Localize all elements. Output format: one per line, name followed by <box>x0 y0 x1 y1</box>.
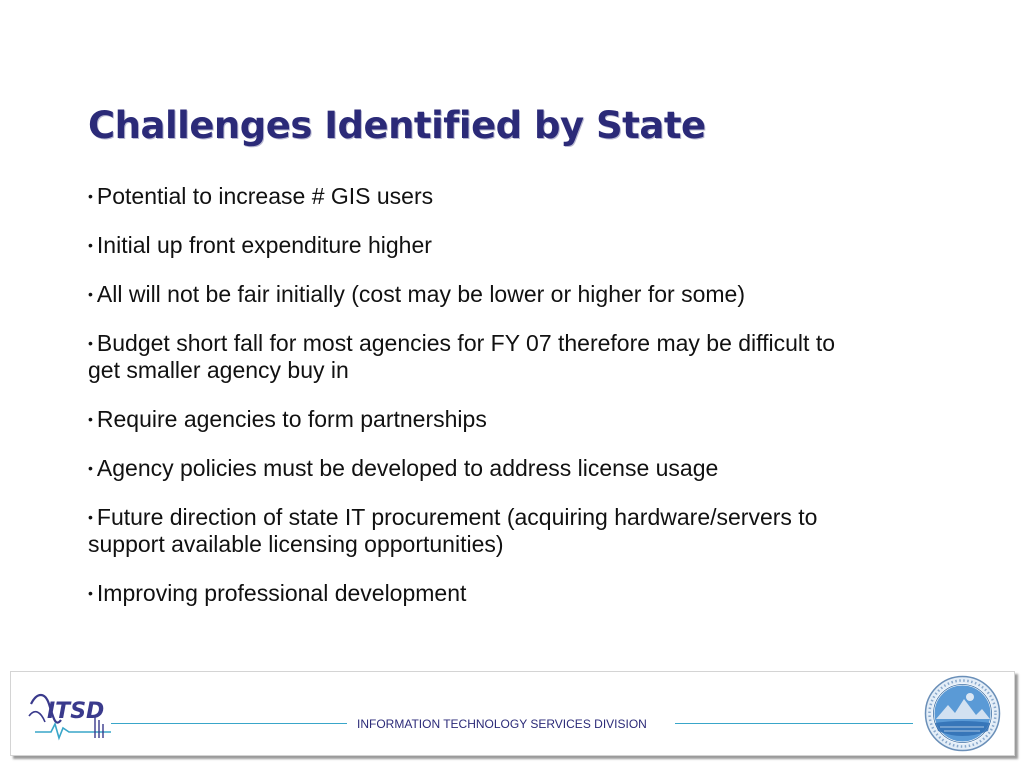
bullet-item <box>88 580 848 607</box>
bullet-dot: • <box>88 335 93 351</box>
bullet-dot: • <box>88 509 93 525</box>
footer-rule-right <box>675 723 913 724</box>
state-seal-icon <box>924 675 1001 752</box>
bullet-dot: • <box>88 237 93 253</box>
bullet-text: Require agencies to form partnerships <box>96 406 487 432</box>
bullet-item <box>88 183 848 210</box>
bullet-text: Potential to increase # GIS users <box>96 183 434 209</box>
bullet-item <box>88 406 848 433</box>
bullet-text: Improving professional development <box>96 580 467 606</box>
slide-title: Challenges Identified by State <box>88 104 706 147</box>
bullet-item <box>88 504 848 558</box>
footer-banner <box>10 671 1015 756</box>
bullet-dot: • <box>88 188 93 204</box>
itsd-logo-icon <box>25 682 117 742</box>
footer-rule-left <box>111 723 347 724</box>
bullet-text: Agency policies must be developed to address license usage <box>96 455 719 481</box>
bullet-item <box>88 330 848 384</box>
footer-division-text: INFORMATION TECHNOLOGY SERVICES DIVISION <box>357 717 647 731</box>
bullet-list <box>88 183 848 629</box>
bullet-text: Budget short fall for most agencies for FY 07 therefore may be difficult to get smaller agency buy in <box>88 330 835 383</box>
bullet-item <box>88 455 848 482</box>
bullet-text: Initial up front expenditure higher <box>96 232 432 258</box>
bullet-item <box>88 232 848 259</box>
bullet-text: Future direction of state IT procurement (acquiring hardware/servers to support available licensing opportunities) <box>88 504 818 557</box>
bullet-item <box>88 281 848 308</box>
bullet-dot: • <box>88 460 93 476</box>
bullet-dot: • <box>88 585 93 601</box>
bullet-dot: • <box>88 411 93 427</box>
bullet-text: All will not be fair initially (cost may be lower or higher for some) <box>96 281 745 307</box>
bullet-dot: • <box>88 286 93 302</box>
itsd-logo-text: ITSD <box>47 699 105 724</box>
